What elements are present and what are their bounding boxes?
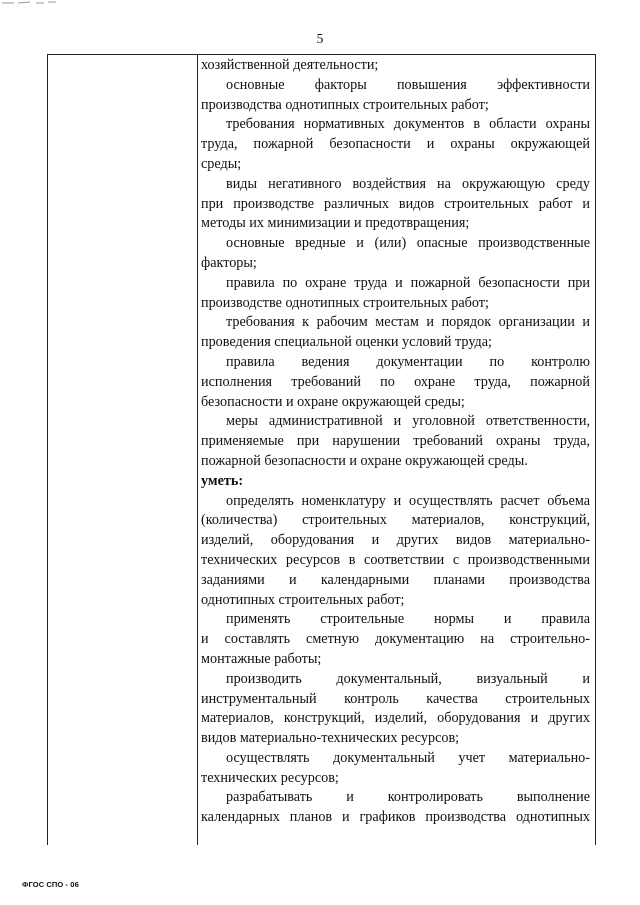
text-line: основные факторы повышения эффективности	[226, 76, 590, 93]
table-column-divider	[197, 54, 198, 845]
text-line: осуществлять документальный учет материально-	[226, 749, 590, 766]
text-line: однотипных строительных работ;	[201, 591, 405, 608]
text-line: правила ведения документации по контролю	[226, 353, 590, 370]
text-line: при производстве различных видов строительных работ и	[201, 195, 590, 212]
text-line: монтажные работы;	[201, 650, 322, 667]
text-line: пожарной безопасности и охране окружающей среды.	[201, 452, 528, 469]
text-line: видов материально-технических ресурсов;	[201, 730, 460, 747]
text-line: применять строительные нормы и правила	[226, 611, 590, 628]
page-number: 5	[316, 31, 324, 46]
text-line: требования к рабочим местам и порядок организации и	[226, 314, 590, 331]
text-line: основные вредные и (или) опасные производственные	[226, 235, 590, 252]
text-line: безопасности и охране окружающей среды;	[201, 393, 465, 410]
text-line: материалов, конструкций, изделий, оборудования и других	[201, 710, 590, 727]
text-line: виды негативного воздействия на окружающую среду	[226, 175, 590, 192]
text-line: и составлять сметную документацию на строительно-	[201, 631, 590, 648]
text-line: инструментальный контроль качества строительных	[201, 690, 590, 707]
corner-scan-mark	[0, 0, 60, 8]
text-line: факторы;	[201, 254, 257, 271]
text-line: разрабатывать и контролировать выполнение	[226, 789, 590, 806]
text-line: проведения специальной оценки условий труда;	[201, 334, 492, 351]
text-line: хозяйственной деятельности;	[201, 57, 379, 73]
text-line: определять номенклатуру и осуществлять расчет объема	[226, 492, 590, 509]
text-line: исполнения требований по охране труда, пожарной	[201, 373, 590, 390]
text-line: применяемые при нарушении требований охраны труда,	[201, 433, 590, 450]
text-line: (количества) строительных материалов, конструкций,	[201, 512, 590, 529]
text-line: труда, пожарной безопасности и охраны окружающей	[201, 136, 590, 153]
footer-code: ФГОС СПО - 06	[22, 880, 79, 889]
text-line: среды;	[201, 155, 242, 172]
text-line: методы их минимизации и предотвращения;	[201, 215, 470, 232]
text-line: правила по охране труда и пожарной безопасности при	[226, 274, 590, 291]
text-line: заданиями и календарными планами производства	[201, 571, 590, 588]
text-line: изделий, оборудования и других видов материально-	[201, 532, 590, 549]
text-line: производства однотипных строительных работ;	[201, 96, 489, 113]
text-line: календарных планов и графиков производства однотипных	[201, 809, 590, 826]
text-line: технических ресурсов в соответствии с производственными	[201, 551, 590, 568]
text-line: производить документальный, визуальный и	[226, 670, 590, 687]
text-line: производстве однотипных строительных работ;	[201, 294, 489, 311]
text-line: требования нормативных документов в области охраны	[226, 116, 590, 133]
text-line: технических ресурсов;	[201, 769, 339, 786]
requirements-text-cell	[201, 56, 590, 828]
text-line: меры административной и уголовной ответственности,	[226, 413, 590, 430]
section-heading: уметь:	[201, 472, 244, 489]
